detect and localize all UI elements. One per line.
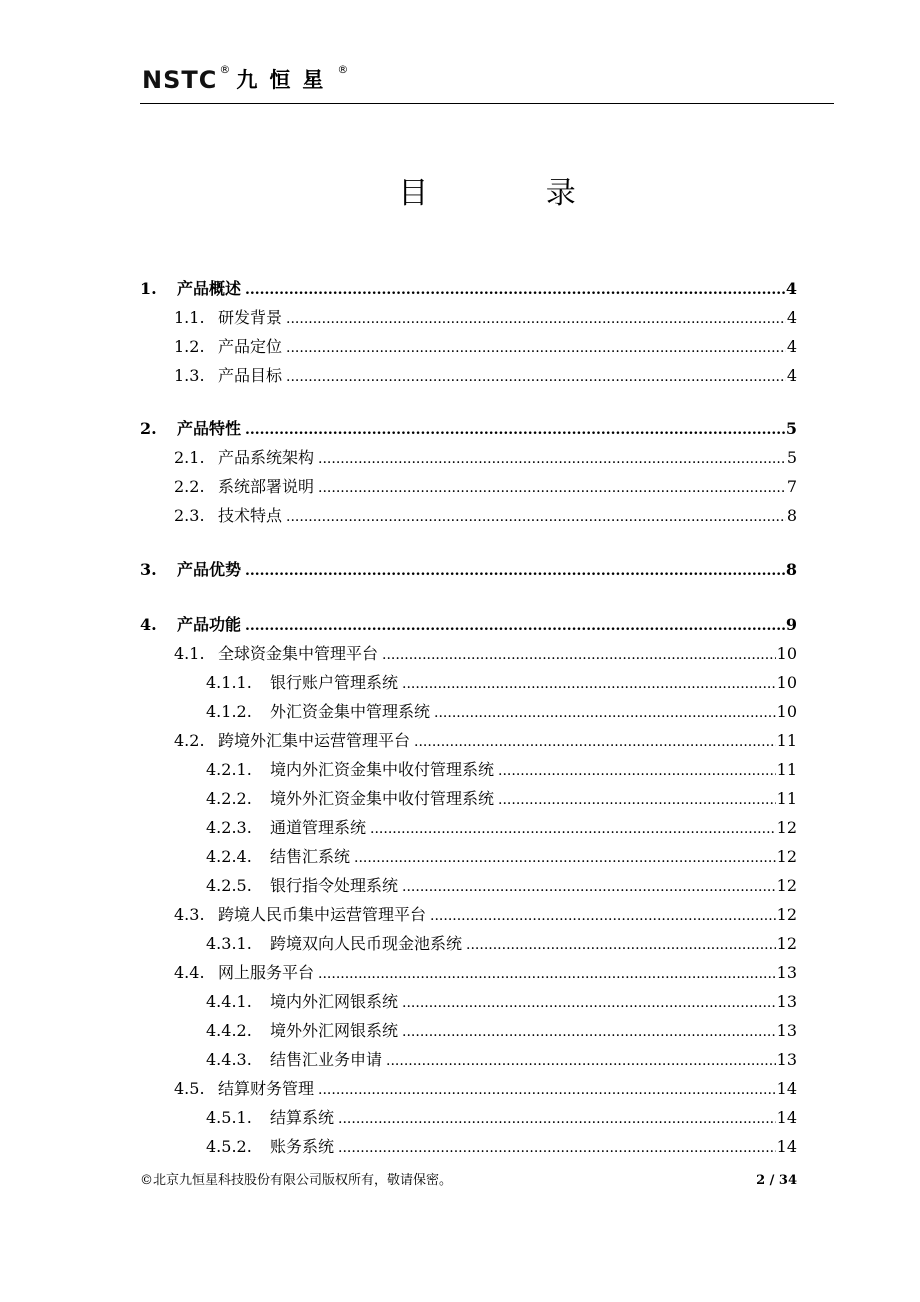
toc-entry-page: 8 [786,506,797,525]
toc-entry[interactable] [140,990,797,1014]
toc-dot-leader [338,1107,776,1131]
toc-entry[interactable] [140,700,797,724]
toc-dot-leader [466,933,776,957]
toc-entry-label: 跨境人民币集中运营管理平台 [218,905,427,924]
toc-entry-number: 1.2. [174,337,205,356]
toc-entry-page: 13 [776,963,797,982]
toc-entry-label: 跨境双向人民币现金池系统 [270,934,463,953]
toc-entry-label: 银行账户管理系统 [270,673,399,692]
toc-entry-page: 10 [776,673,797,692]
toc-entry-number: 4.1.2. [206,702,252,721]
toc-entry-page: 7 [786,477,797,496]
toc-entry[interactable] [140,642,797,666]
toc-dot-leader [338,1136,776,1160]
toc-entry-page: 10 [776,702,797,721]
logo-text-cn: 九恒星 [236,68,336,92]
page-number: 2 / 34 [756,1173,797,1188]
toc-entry[interactable] [140,306,797,330]
logo-text-en: NSTC [142,66,218,94]
toc-entry-page: 12 [776,847,797,866]
toc-entry-page: 11 [776,760,797,779]
toc-dot-leader [430,904,776,928]
toc-entry-label: 通道管理系统 [270,818,367,837]
toc-entry-page: 4 [786,308,797,327]
toc-entry-label: 全球资金集中管理平台 [218,644,379,663]
page-footer [140,1172,797,1190]
toc-entry-number: 4.4.2. [206,1021,252,1040]
toc-entry-number: 4.4. [174,963,205,982]
toc-entry[interactable] [140,613,797,637]
toc-entry[interactable] [140,932,797,956]
toc-entry[interactable] [140,1019,797,1043]
toc-dot-leader [498,759,776,783]
toc-entry-number: 4.5.2. [206,1137,252,1156]
toc-entry-number: 4.3. [174,905,205,924]
toc-dot-leader [318,962,776,986]
toc-entry-page: 4 [785,279,797,298]
toc-entry-label: 跨境外汇集中运营管理平台 [218,731,411,750]
toc-entry-number: 4.5.1. [206,1108,252,1127]
toc-entry-label: 技术特点 [218,506,283,525]
toc-entry[interactable] [140,671,797,695]
toc-entry-number: 4.2. [174,731,205,750]
toc-entry-number: 4.5. [174,1079,205,1098]
toc-entry-page: 4 [786,337,797,356]
toc-entry[interactable] [140,1135,797,1159]
toc-entry-page: 13 [776,992,797,1011]
toc-entry-page: 12 [776,934,797,953]
toc-entry[interactable] [140,475,797,499]
toc-entry-page: 11 [776,789,797,808]
toc-entry-label: 研发背景 [218,308,283,327]
toc-entry-label: 产品定位 [218,337,283,356]
toc-entry[interactable] [140,504,797,528]
toc-entry-page: 4 [786,366,797,385]
toc-dot-leader [286,307,786,331]
toc-dot-leader [245,614,785,638]
toc-dot-leader [286,365,786,389]
toc-dot-leader [402,991,776,1015]
toc-entry[interactable] [140,558,797,582]
toc-dot-leader [245,278,785,302]
toc-entry-number: 4.2.5. [206,876,252,895]
toc-entry-page: 14 [776,1137,797,1156]
toc-entry[interactable] [140,787,797,811]
toc-dot-leader [414,730,776,754]
toc-entry-label: 结算财务管理 [218,1079,315,1098]
toc-entry-number: 3. [140,560,157,579]
toc-entry-page: 13 [776,1021,797,1040]
toc-dot-leader [402,875,776,899]
toc-entry-number: 4.4.3. [206,1050,252,1069]
toc-entry-label: 产品系统架构 [218,448,315,467]
toc-dot-leader [318,476,786,500]
toc-entry-label: 境外外汇资金集中收付管理系统 [270,789,495,808]
toc-entry-label: 境内外汇网银系统 [270,992,399,1011]
toc-entry[interactable] [140,1077,797,1101]
toc-dot-leader [370,817,776,841]
toc-entry-label: 产品特性 [177,419,242,438]
toc-entry-page: 8 [785,560,797,579]
toc-entry-label: 境内外汇资金集中收付管理系统 [270,760,495,779]
toc-entry[interactable] [140,758,797,782]
toc-entry-page: 12 [776,905,797,924]
toc-entry-page: 5 [786,448,797,467]
toc-entry[interactable] [140,845,797,869]
toc-entry[interactable] [140,903,797,927]
toc-entry-label: 银行指令处理系统 [270,876,399,895]
toc-entry[interactable] [140,364,797,388]
toc-entry-page: 13 [776,1050,797,1069]
toc-entry-number: 4.4.1. [206,992,252,1011]
copyright-notice: ©北京九恒星科技股份有限公司版权所有，敬请保密。 [140,1173,453,1188]
toc-dot-leader [286,505,786,529]
registered-mark-2: ® [337,63,349,76]
toc-entry-page: 12 [776,818,797,837]
toc-dot-leader [498,788,776,812]
toc-dot-leader [386,1049,776,1073]
toc-entry-label: 产品目标 [218,366,283,385]
toc-dot-leader [402,1020,776,1044]
toc-entry-number: 2. [140,419,157,438]
toc-entry[interactable] [140,277,797,301]
toc-dot-leader [382,643,776,667]
toc-entry-label: 网上服务平台 [218,963,315,982]
toc-entry-label: 产品功能 [177,615,242,634]
toc-entry-label: 产品概述 [177,279,242,298]
toc-entry-number: 1. [140,279,157,298]
toc-entry-number: 4.1.1. [206,673,252,692]
toc-entry[interactable] [140,729,797,753]
toc-entry-number: 4.2.1. [206,760,252,779]
toc-entry-label: 外汇资金集中管理系统 [270,702,431,721]
toc-entry-label: 结算系统 [270,1108,335,1127]
toc-title: 目 录 [398,176,630,211]
toc-dot-leader [245,559,785,583]
toc-dot-leader [245,418,785,442]
toc-entry[interactable] [140,1106,797,1130]
toc-entry[interactable] [140,417,797,441]
toc-entry-number: 4.2.4. [206,847,252,866]
toc-entry[interactable] [140,446,797,470]
toc-entry-label: 产品优势 [177,560,242,579]
toc-entry[interactable] [140,335,797,359]
toc-entry-number: 1.1. [174,308,205,327]
toc-entry[interactable] [140,816,797,840]
toc-entry-number: 4.2.2. [206,789,252,808]
toc-entry-number: 4.1. [174,644,205,663]
toc-entry[interactable] [140,1048,797,1072]
toc-entry-number: 4.3.1. [206,934,252,953]
toc-dot-leader [318,1078,776,1102]
toc-entry-label: 账务系统 [270,1137,335,1156]
toc-entry-label: 系统部署说明 [218,477,315,496]
toc-entry-number: 2.2. [174,477,205,496]
toc-entry-label: 结售汇系统 [270,847,351,866]
toc-entry-number: 1.3. [174,366,205,385]
toc-entry-number: 4.2.3. [206,818,252,837]
toc-entry-page: 9 [785,615,797,634]
toc-entry-number: 2.1. [174,448,205,467]
toc-entry-page: 11 [776,731,797,750]
toc-entry-label: 境外外汇网银系统 [270,1021,399,1040]
toc-entry-number: 4. [140,615,157,634]
toc-entry-page: 10 [776,644,797,663]
toc-dot-leader [354,846,776,870]
registered-mark: ® [219,63,231,76]
toc-entry[interactable] [140,961,797,985]
toc-dot-leader [286,336,786,360]
toc-entry-page: 12 [776,876,797,895]
toc-dot-leader [434,701,776,725]
toc-entry-page: 5 [785,419,797,438]
toc-dot-leader [318,447,786,471]
toc-entry-label: 结售汇业务申请 [270,1050,383,1069]
toc-entry-page: 14 [776,1108,797,1127]
toc-entry[interactable] [140,874,797,898]
toc-dot-leader [402,672,776,696]
toc-entry-number: 2.3. [174,506,205,525]
toc-entry-page: 14 [776,1079,797,1098]
